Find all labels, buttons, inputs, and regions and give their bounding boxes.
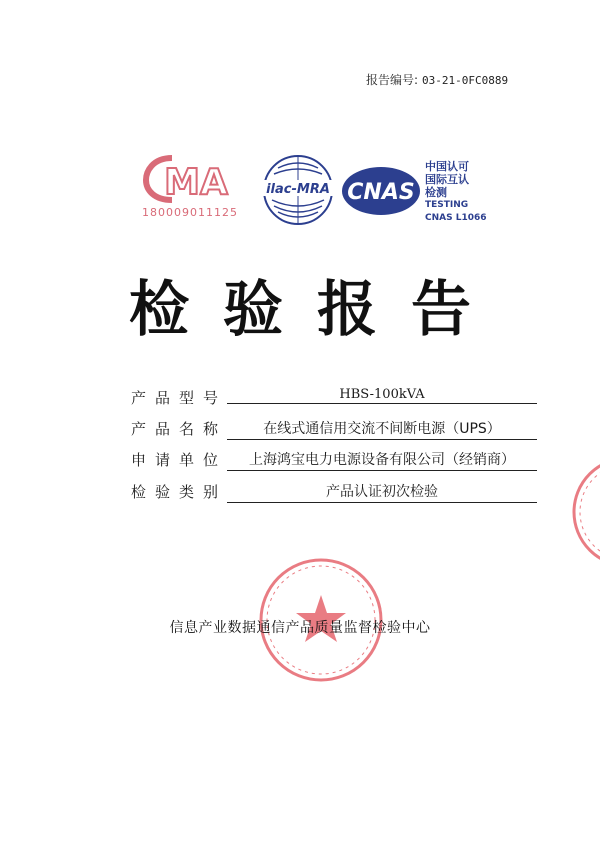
cnas-en-line2: CNAS L1066 <box>425 213 487 223</box>
field-value: HBS-100kVA <box>227 387 537 404</box>
field-value: 产品认证初次检验 <box>227 481 537 503</box>
report-number-value: 03-21-0FC0889 <box>422 74 509 87</box>
cnas-cn-line2: 国际互认 <box>425 173 469 186</box>
cnas-en-line1: TESTING <box>425 200 469 210</box>
field-value: 上海鸿宝电力电源设备有限公司（经销商） <box>227 449 537 471</box>
field-label: 产品型号 <box>131 389 228 407</box>
cma-logo <box>140 150 240 222</box>
cnas-cn-line3: 检测 <box>425 186 447 199</box>
field-label: 产品名称 <box>131 420 228 438</box>
ilac-mra-logo <box>258 150 338 228</box>
cnas-logo <box>340 165 422 217</box>
cnas-accreditation-text <box>425 160 495 225</box>
cma-number: 180009011125 <box>142 206 238 219</box>
field-label: 检验类别 <box>131 483 228 501</box>
cnas-cn-line1: 中国认可 <box>425 160 469 173</box>
ilac-mark-text: ilac-MRA <box>266 182 330 197</box>
report-number <box>366 71 508 88</box>
field-label: 申请单位 <box>131 451 228 469</box>
cma-mark-text: MA <box>164 162 228 203</box>
cnas-mark-text: CNAS <box>347 180 415 205</box>
report-title: 检验报告 <box>129 275 505 345</box>
edge-seal-stamp <box>570 455 600 570</box>
issuing-organization: 信息产业数据通信产品质量监督检验中心 <box>169 620 431 636</box>
field-value: 在线式通信用交流不间断电源（UPS） <box>227 418 537 440</box>
report-number-label: 报告编号: <box>366 73 419 87</box>
